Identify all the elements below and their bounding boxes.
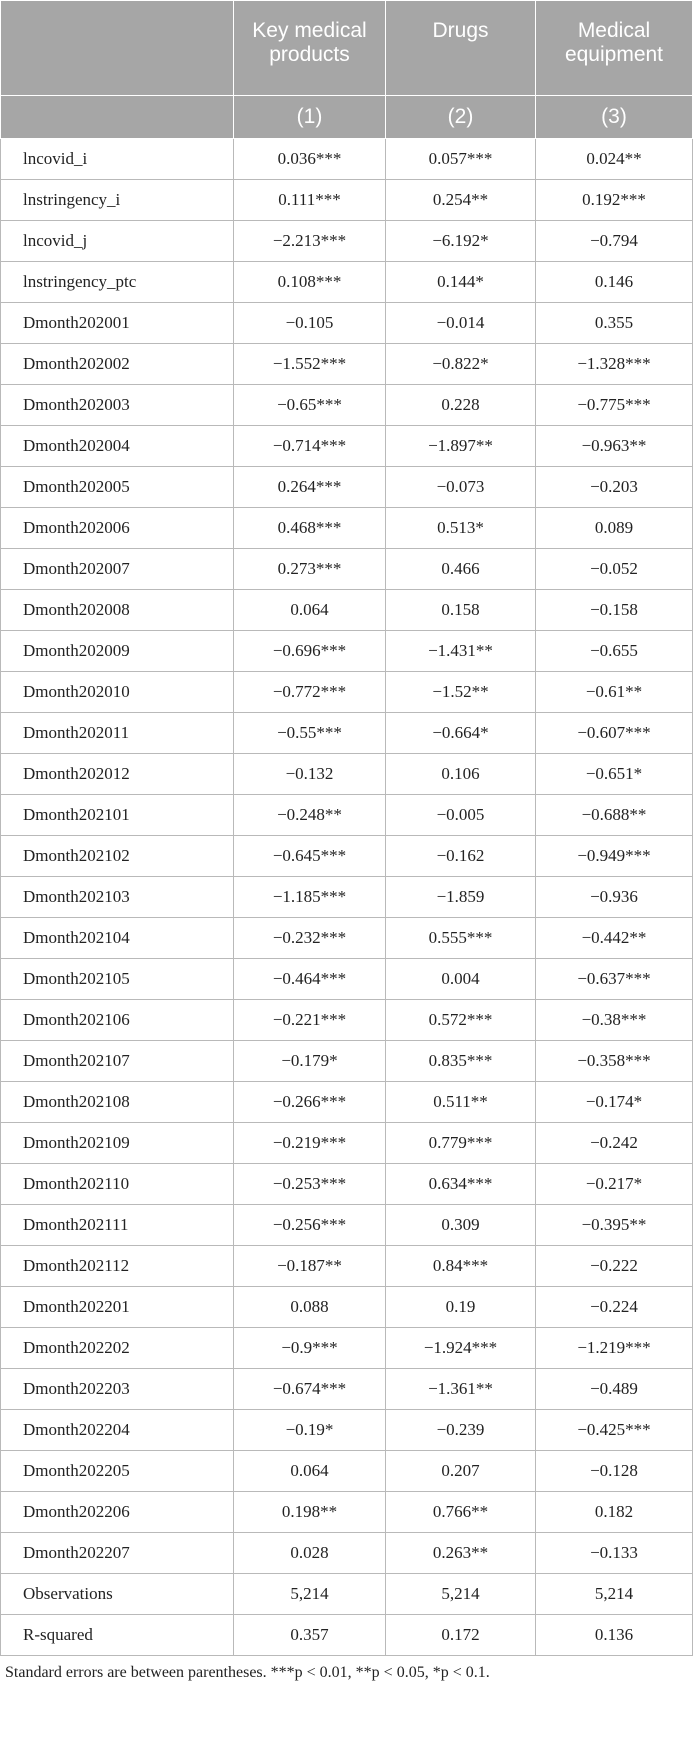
row-label: Dmonth202108 xyxy=(1,1082,234,1123)
cell-col-3: −0.052 xyxy=(536,549,693,590)
row-label: Dmonth202207 xyxy=(1,1533,234,1574)
table-row xyxy=(1,836,693,877)
row-label: Dmonth202101 xyxy=(1,795,234,836)
cell-col-1: 0.088 xyxy=(234,1287,386,1328)
row-label: Dmonth202102 xyxy=(1,836,234,877)
row-label: Dmonth202203 xyxy=(1,1369,234,1410)
header-row-numbers xyxy=(1,96,693,139)
cell-col-2: 0.158 xyxy=(386,590,536,631)
table-row xyxy=(1,1123,693,1164)
cell-col-1: −0.19* xyxy=(234,1410,386,1451)
cell-col-3: −0.963** xyxy=(536,426,693,467)
table-row xyxy=(1,385,693,426)
row-label: Dmonth202109 xyxy=(1,1123,234,1164)
table-row xyxy=(1,1041,693,1082)
table-row xyxy=(1,795,693,836)
row-label: Dmonth202112 xyxy=(1,1246,234,1287)
cell-col-3: −0.222 xyxy=(536,1246,693,1287)
cell-col-3: −0.395** xyxy=(536,1205,693,1246)
row-label: lnstringency_i xyxy=(1,180,234,221)
cell-col-3: −0.61** xyxy=(536,672,693,713)
cell-col-3: 0.146 xyxy=(536,262,693,303)
table-row xyxy=(1,1082,693,1123)
cell-col-3: −0.655 xyxy=(536,631,693,672)
table-row xyxy=(1,426,693,467)
cell-col-3: −0.688** xyxy=(536,795,693,836)
table-row xyxy=(1,1000,693,1041)
cell-col-2: 0.572*** xyxy=(386,1000,536,1041)
header-drugs: Drugs xyxy=(386,1,536,96)
table-row xyxy=(1,344,693,385)
row-label: Dmonth202004 xyxy=(1,426,234,467)
cell-col-3: 0.182 xyxy=(536,1492,693,1533)
cell-col-2: −1.859 xyxy=(386,877,536,918)
table-row xyxy=(1,1574,693,1615)
table-footnote: Standard errors are between parentheses. ***p < 0.01, **p < 0.05, *p < 0.1. xyxy=(5,1664,490,1681)
row-label: Dmonth202111 xyxy=(1,1205,234,1246)
cell-col-1: 0.468*** xyxy=(234,508,386,549)
cell-col-3: −0.217* xyxy=(536,1164,693,1205)
header-number-corner xyxy=(1,96,234,139)
cell-col-1: −0.187** xyxy=(234,1246,386,1287)
cell-col-2: −1.431** xyxy=(386,631,536,672)
cell-col-1: 0.028 xyxy=(234,1533,386,1574)
cell-col-2: 0.555*** xyxy=(386,918,536,959)
cell-col-2: 0.254** xyxy=(386,180,536,221)
cell-col-3: 0.024** xyxy=(536,139,693,180)
cell-col-1: −0.55*** xyxy=(234,713,386,754)
table-row xyxy=(1,467,693,508)
row-label: Dmonth202110 xyxy=(1,1164,234,1205)
row-label: Dmonth202011 xyxy=(1,713,234,754)
cell-col-1: −1.552*** xyxy=(234,344,386,385)
cell-col-1: −0.772*** xyxy=(234,672,386,713)
cell-col-1: −0.674*** xyxy=(234,1369,386,1410)
cell-col-2: 0.263** xyxy=(386,1533,536,1574)
row-label: Observations xyxy=(1,1574,234,1615)
cell-col-3: −0.133 xyxy=(536,1533,693,1574)
cell-col-2: −1.897** xyxy=(386,426,536,467)
row-label: Dmonth202002 xyxy=(1,344,234,385)
row-label: Dmonth202204 xyxy=(1,1410,234,1451)
header-number-1: (1) xyxy=(234,96,386,139)
cell-col-2: −1.924*** xyxy=(386,1328,536,1369)
table-row xyxy=(1,672,693,713)
table-row xyxy=(1,549,693,590)
row-label: Dmonth202107 xyxy=(1,1041,234,1082)
table-row xyxy=(1,877,693,918)
cell-col-3: 0.089 xyxy=(536,508,693,549)
table-body xyxy=(1,139,693,1656)
row-label: Dmonth202009 xyxy=(1,631,234,672)
cell-col-1: −1.185*** xyxy=(234,877,386,918)
cell-col-2: 0.835*** xyxy=(386,1041,536,1082)
cell-col-1: −0.179* xyxy=(234,1041,386,1082)
cell-col-2: 0.207 xyxy=(386,1451,536,1492)
cell-col-2: −0.664* xyxy=(386,713,536,754)
table-row xyxy=(1,1164,693,1205)
cell-col-3: −0.358*** xyxy=(536,1041,693,1082)
cell-col-2: 0.511** xyxy=(386,1082,536,1123)
cell-col-2: −1.361** xyxy=(386,1369,536,1410)
cell-col-2: −0.239 xyxy=(386,1410,536,1451)
cell-col-1: 0.111*** xyxy=(234,180,386,221)
row-label: lnstringency_ptc xyxy=(1,262,234,303)
row-label: Dmonth202206 xyxy=(1,1492,234,1533)
table-row xyxy=(1,180,693,221)
header-key-medical-products: Key medical products xyxy=(234,1,386,96)
cell-col-1: −0.9*** xyxy=(234,1328,386,1369)
cell-col-3: −0.158 xyxy=(536,590,693,631)
cell-col-3: −0.224 xyxy=(536,1287,693,1328)
cell-col-1: −0.219*** xyxy=(234,1123,386,1164)
cell-col-3: −0.442** xyxy=(536,918,693,959)
row-label: Dmonth202005 xyxy=(1,467,234,508)
cell-col-3: −0.128 xyxy=(536,1451,693,1492)
cell-col-3: −0.775*** xyxy=(536,385,693,426)
cell-col-1: −0.132 xyxy=(234,754,386,795)
cell-col-1: −0.256*** xyxy=(234,1205,386,1246)
table-row xyxy=(1,1615,693,1656)
cell-col-1: −0.696*** xyxy=(234,631,386,672)
cell-col-2: −0.005 xyxy=(386,795,536,836)
table-row xyxy=(1,303,693,344)
cell-col-2: 0.057*** xyxy=(386,139,536,180)
cell-col-1: −0.253*** xyxy=(234,1164,386,1205)
table-row xyxy=(1,1328,693,1369)
table-row xyxy=(1,1246,693,1287)
cell-col-3: −0.794 xyxy=(536,221,693,262)
cell-col-1: −2.213*** xyxy=(234,221,386,262)
cell-col-1: 0.273*** xyxy=(234,549,386,590)
cell-col-2: 0.144* xyxy=(386,262,536,303)
row-label: Dmonth202007 xyxy=(1,549,234,590)
cell-col-2: 0.004 xyxy=(386,959,536,1000)
cell-col-3: −0.425*** xyxy=(536,1410,693,1451)
cell-col-3: −0.489 xyxy=(536,1369,693,1410)
row-label: Dmonth202012 xyxy=(1,754,234,795)
cell-col-2: 0.766** xyxy=(386,1492,536,1533)
table-row xyxy=(1,631,693,672)
cell-col-3: 0.192*** xyxy=(536,180,693,221)
table-row xyxy=(1,1533,693,1574)
cell-col-3: −1.219*** xyxy=(536,1328,693,1369)
cell-col-1: −0.248** xyxy=(234,795,386,836)
cell-col-2: 0.634*** xyxy=(386,1164,536,1205)
cell-col-2: 0.84*** xyxy=(386,1246,536,1287)
row-label: Dmonth202205 xyxy=(1,1451,234,1492)
cell-col-3: −0.203 xyxy=(536,467,693,508)
cell-col-2: −6.192* xyxy=(386,221,536,262)
table-row xyxy=(1,221,693,262)
cell-col-2: −0.822* xyxy=(386,344,536,385)
cell-col-2: 5,214 xyxy=(386,1574,536,1615)
cell-col-3: −0.174* xyxy=(536,1082,693,1123)
cell-col-1: 5,214 xyxy=(234,1574,386,1615)
table-row xyxy=(1,713,693,754)
cell-col-2: 0.466 xyxy=(386,549,536,590)
cell-col-2: −0.014 xyxy=(386,303,536,344)
cell-col-1: −0.464*** xyxy=(234,959,386,1000)
table-row xyxy=(1,754,693,795)
cell-col-3: −0.242 xyxy=(536,1123,693,1164)
table-row xyxy=(1,508,693,549)
table-row xyxy=(1,590,693,631)
cell-col-1: 0.198** xyxy=(234,1492,386,1533)
cell-col-1: 0.064 xyxy=(234,1451,386,1492)
cell-col-3: −0.637*** xyxy=(536,959,693,1000)
cell-col-2: −0.073 xyxy=(386,467,536,508)
cell-col-3: 5,214 xyxy=(536,1574,693,1615)
cell-col-1: −0.714*** xyxy=(234,426,386,467)
cell-col-1: −0.65*** xyxy=(234,385,386,426)
table-row xyxy=(1,918,693,959)
table-row xyxy=(1,1287,693,1328)
table-row xyxy=(1,1369,693,1410)
row-label: lncovid_j xyxy=(1,221,234,262)
row-label: lncovid_i xyxy=(1,139,234,180)
cell-col-1: 0.357 xyxy=(234,1615,386,1656)
header-row-titles xyxy=(1,1,693,96)
cell-col-3: −0.38*** xyxy=(536,1000,693,1041)
cell-col-2: 0.228 xyxy=(386,385,536,426)
cell-col-2: 0.19 xyxy=(386,1287,536,1328)
cell-col-1: −0.232*** xyxy=(234,918,386,959)
header-medical-equipment: Medical equipment xyxy=(536,1,693,96)
cell-col-1: 0.064 xyxy=(234,590,386,631)
header-number-3: (3) xyxy=(536,96,693,139)
cell-col-3: −0.949*** xyxy=(536,836,693,877)
table-row xyxy=(1,1492,693,1533)
row-label: Dmonth202103 xyxy=(1,877,234,918)
row-label: Dmonth202008 xyxy=(1,590,234,631)
cell-col-1: 0.036*** xyxy=(234,139,386,180)
cell-col-1: 0.108*** xyxy=(234,262,386,303)
row-label: Dmonth202003 xyxy=(1,385,234,426)
cell-col-3: −0.607*** xyxy=(536,713,693,754)
row-label: Dmonth202202 xyxy=(1,1328,234,1369)
cell-col-2: 0.106 xyxy=(386,754,536,795)
cell-col-3: 0.355 xyxy=(536,303,693,344)
cell-col-1: −0.105 xyxy=(234,303,386,344)
table-row xyxy=(1,1410,693,1451)
cell-col-3: −0.936 xyxy=(536,877,693,918)
row-label: Dmonth202105 xyxy=(1,959,234,1000)
table-row xyxy=(1,139,693,180)
table-row xyxy=(1,262,693,303)
cell-col-1: 0.264*** xyxy=(234,467,386,508)
cell-col-2: 0.309 xyxy=(386,1205,536,1246)
cell-col-1: −0.221*** xyxy=(234,1000,386,1041)
table-row xyxy=(1,1451,693,1492)
cell-col-3: −0.651* xyxy=(536,754,693,795)
cell-col-2: 0.513* xyxy=(386,508,536,549)
row-label: R-squared xyxy=(1,1615,234,1656)
cell-col-2: −0.162 xyxy=(386,836,536,877)
row-label: Dmonth202010 xyxy=(1,672,234,713)
cell-col-2: 0.779*** xyxy=(386,1123,536,1164)
cell-col-3: −1.328*** xyxy=(536,344,693,385)
header-number-2: (2) xyxy=(386,96,536,139)
cell-col-1: −0.266*** xyxy=(234,1082,386,1123)
table-row xyxy=(1,959,693,1000)
row-label: Dmonth202001 xyxy=(1,303,234,344)
row-label: Dmonth202104 xyxy=(1,918,234,959)
header-corner xyxy=(1,1,234,96)
cell-col-2: −1.52** xyxy=(386,672,536,713)
row-label: Dmonth202106 xyxy=(1,1000,234,1041)
row-label: Dmonth202201 xyxy=(1,1287,234,1328)
cell-col-3: 0.136 xyxy=(536,1615,693,1656)
table-row xyxy=(1,1205,693,1246)
cell-col-1: −0.645*** xyxy=(234,836,386,877)
cell-col-2: 0.172 xyxy=(386,1615,536,1656)
row-label: Dmonth202006 xyxy=(1,508,234,549)
